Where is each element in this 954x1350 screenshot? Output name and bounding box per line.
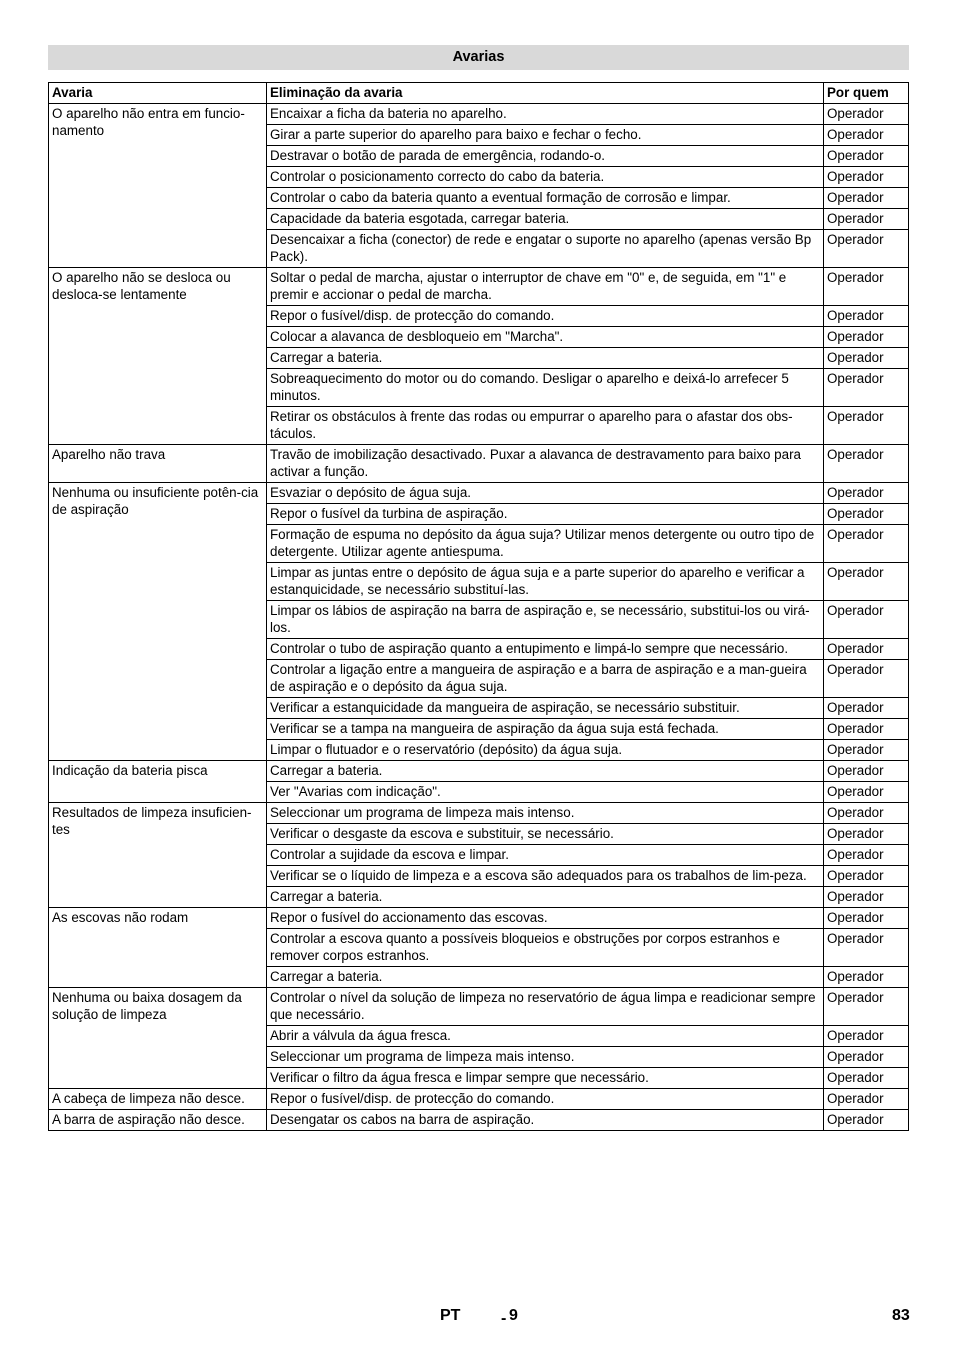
fault-cell: A barra de aspiração não desce. xyxy=(49,1110,267,1131)
fault-cell: Nenhuma ou insuficiente potên-cia de aspiração xyxy=(49,483,267,761)
section-title: Avarias xyxy=(48,45,909,70)
table-row xyxy=(49,483,909,504)
by-whom-cell: Operador xyxy=(824,719,909,740)
troubleshooting-table xyxy=(48,82,909,1131)
remedy-cell: Controlar a ligação entre a mangueira de aspiração e a barra de aspiração e a man-gueira de aspiração e o depósito da água suja. xyxy=(267,660,824,698)
remedy-cell: Carregar a bateria. xyxy=(267,967,824,988)
by-whom-cell: Operador xyxy=(824,327,909,348)
remedy-cell: Ver "Avarias com indicação". xyxy=(267,782,824,803)
by-whom-cell: Operador xyxy=(824,146,909,167)
remedy-cell: Carregar a bateria. xyxy=(267,761,824,782)
remedy-cell: Destravar o botão de parada de emergência, rodando-o. xyxy=(267,146,824,167)
by-whom-cell: Operador xyxy=(824,369,909,407)
table-row xyxy=(49,761,909,782)
fault-cell: As escovas não rodam xyxy=(49,908,267,988)
remedy-cell: Verificar se o líquido de limpeza e a escova são adequados para os trabalhos de lim-peza. xyxy=(267,866,824,887)
by-whom-cell: Operador xyxy=(824,525,909,563)
by-whom-cell: Operador xyxy=(824,104,909,125)
remedy-cell: Controlar o nível da solução de limpeza no reservatório de água limpa e readicionar sempre que necessário. xyxy=(267,988,824,1026)
by-whom-cell: Operador xyxy=(824,988,909,1026)
table-row xyxy=(49,445,909,483)
table-body xyxy=(49,104,909,1131)
by-whom-cell: Operador xyxy=(824,407,909,445)
remedy-cell: Verificar se a tampa na mangueira de aspiração da água suja está fechada. xyxy=(267,719,824,740)
by-whom-cell: Operador xyxy=(824,563,909,601)
remedy-cell: Soltar o pedal de marcha, ajustar o interruptor de chave em "0" e, de seguida, em "1" e premir e accionar o pedal de marcha. xyxy=(267,268,824,306)
footer-page-number: 83 xyxy=(892,1307,910,1324)
header-by-whom: Por quem xyxy=(824,83,909,104)
remedy-cell: Encaixar a ficha da bateria no aparelho. xyxy=(267,104,824,125)
fault-cell: O aparelho não entra em funcio-namento xyxy=(49,104,267,268)
by-whom-cell: Operador xyxy=(824,230,909,268)
remedy-cell: Esvaziar o depósito de água suja. xyxy=(267,483,824,504)
footer-section-page: 9 xyxy=(509,1307,518,1324)
fault-cell: Aparelho não trava xyxy=(49,445,267,483)
fault-cell: Resultados de limpeza insuficien-tes xyxy=(49,803,267,908)
remedy-cell: Repor o fusível da turbina de aspiração. xyxy=(267,504,824,525)
remedy-cell: Girar a parte superior do aparelho para baixo e fechar o fecho. xyxy=(267,125,824,146)
by-whom-cell: Operador xyxy=(824,348,909,369)
table-row xyxy=(49,908,909,929)
fault-cell: Indicação da bateria pisca xyxy=(49,761,267,803)
remedy-cell: Formação de espuma no depósito da água suja? Utilizar menos detergente ou outro tipo de detergente. Utilizar agente antiespuma. xyxy=(267,525,824,563)
remedy-cell: Repor o fusível do accionamento das escovas. xyxy=(267,908,824,929)
by-whom-cell: Operador xyxy=(824,1026,909,1047)
remedy-cell: Desencaixar a ficha (conector) de rede e engatar o suporte no aparelho (apenas versão Bp Pack). xyxy=(267,230,824,268)
footer-language: PT xyxy=(440,1307,461,1324)
remedy-cell: Verificar o filtro da água fresca e limpar sempre que necessário. xyxy=(267,1068,824,1089)
remedy-cell: Limpar o flutuador e o reservatório (depósito) da água suja. xyxy=(267,740,824,761)
header-remedy: Eliminação da avaria xyxy=(267,83,824,104)
by-whom-cell: Operador xyxy=(824,601,909,639)
table-row xyxy=(49,1110,909,1131)
by-whom-cell: Operador xyxy=(824,209,909,230)
remedy-cell: Controlar o tubo de aspiração quanto a entupimento e limpá-lo sempre que necessário. xyxy=(267,639,824,660)
header-fault: Avaria xyxy=(49,83,267,104)
remedy-cell: Travão de imobilização desactivado. Puxar a alavanca de destravamento para baixo para activar a função. xyxy=(267,445,824,483)
remedy-cell: Verificar a estanquicidade da mangueira de aspiração, se necessário substituir. xyxy=(267,698,824,719)
by-whom-cell: Operador xyxy=(824,306,909,327)
table-row xyxy=(49,1089,909,1110)
remedy-cell: Seleccionar um programa de limpeza mais intenso. xyxy=(267,1047,824,1068)
footer-dash: - xyxy=(501,1310,507,1327)
by-whom-cell: Operador xyxy=(824,268,909,306)
table-row xyxy=(49,104,909,125)
by-whom-cell: Operador xyxy=(824,845,909,866)
remedy-cell: Abrir a válvula da água fresca. xyxy=(267,1026,824,1047)
by-whom-cell: Operador xyxy=(824,445,909,483)
remedy-cell: Carregar a bateria. xyxy=(267,348,824,369)
by-whom-cell: Operador xyxy=(824,1047,909,1068)
table-row xyxy=(49,803,909,824)
remedy-cell: Limpar as juntas entre o depósito de água suja e a parte superior do aparelho e verificar a estanquicidade, se necessário substituí-las. xyxy=(267,563,824,601)
remedy-cell: Controlar o posicionamento correcto do cabo da bateria. xyxy=(267,167,824,188)
remedy-cell: Controlar o cabo da bateria quanto a eventual formação de corrosão e limpar. xyxy=(267,188,824,209)
by-whom-cell: Operador xyxy=(824,929,909,967)
fault-cell: Nenhuma ou baixa dosagem da solução de limpeza xyxy=(49,988,267,1089)
table-row xyxy=(49,268,909,306)
remedy-cell: Limpar os lábios de aspiração na barra de aspiração e, se necessário, substitui-los ou virá-los. xyxy=(267,601,824,639)
by-whom-cell: Operador xyxy=(824,125,909,146)
remedy-cell: Controlar a escova quanto a possíveis bloqueios e obstruções por corpos estranhos e remover corpos estranhos. xyxy=(267,929,824,967)
fault-cell: O aparelho não se desloca ou desloca-se lentamente xyxy=(49,268,267,445)
by-whom-cell: Operador xyxy=(824,908,909,929)
by-whom-cell: Operador xyxy=(824,967,909,988)
remedy-cell: Repor o fusível/disp. de protecção do comando. xyxy=(267,1089,824,1110)
by-whom-cell: Operador xyxy=(824,887,909,908)
table-header-row xyxy=(49,83,909,104)
by-whom-cell: Operador xyxy=(824,1068,909,1089)
remedy-cell: Desengatar os cabos na barra de aspiração. xyxy=(267,1110,824,1131)
remedy-cell: Sobreaquecimento do motor ou do comando. Desligar o aparelho e deixá-lo arrefecer 5 minutos. xyxy=(267,369,824,407)
table-row xyxy=(49,988,909,1026)
by-whom-cell: Operador xyxy=(824,698,909,719)
by-whom-cell: Operador xyxy=(824,639,909,660)
by-whom-cell: Operador xyxy=(824,1110,909,1131)
remedy-cell: Verificar o desgaste da escova e substituir, se necessário. xyxy=(267,824,824,845)
remedy-cell: Seleccionar um programa de limpeza mais intenso. xyxy=(267,803,824,824)
by-whom-cell: Operador xyxy=(824,761,909,782)
remedy-cell: Repor o fusível/disp. de protecção do comando. xyxy=(267,306,824,327)
remedy-cell: Colocar a alavanca de desbloqueio em "Marcha". xyxy=(267,327,824,348)
remedy-cell: Capacidade da bateria esgotada, carregar bateria. xyxy=(267,209,824,230)
by-whom-cell: Operador xyxy=(824,782,909,803)
by-whom-cell: Operador xyxy=(824,660,909,698)
by-whom-cell: Operador xyxy=(824,824,909,845)
by-whom-cell: Operador xyxy=(824,803,909,824)
by-whom-cell: Operador xyxy=(824,188,909,209)
by-whom-cell: Operador xyxy=(824,483,909,504)
remedy-cell: Carregar a bateria. xyxy=(267,887,824,908)
remedy-cell: Controlar a sujidade da escova e limpar. xyxy=(267,845,824,866)
by-whom-cell: Operador xyxy=(824,167,909,188)
fault-cell: A cabeça de limpeza não desce. xyxy=(49,1089,267,1110)
remedy-cell: Retirar os obstáculos à frente das rodas ou empurrar o aparelho para o afastar dos obs-táculos. xyxy=(267,407,824,445)
by-whom-cell: Operador xyxy=(824,504,909,525)
by-whom-cell: Operador xyxy=(824,740,909,761)
by-whom-cell: Operador xyxy=(824,866,909,887)
by-whom-cell: Operador xyxy=(824,1089,909,1110)
